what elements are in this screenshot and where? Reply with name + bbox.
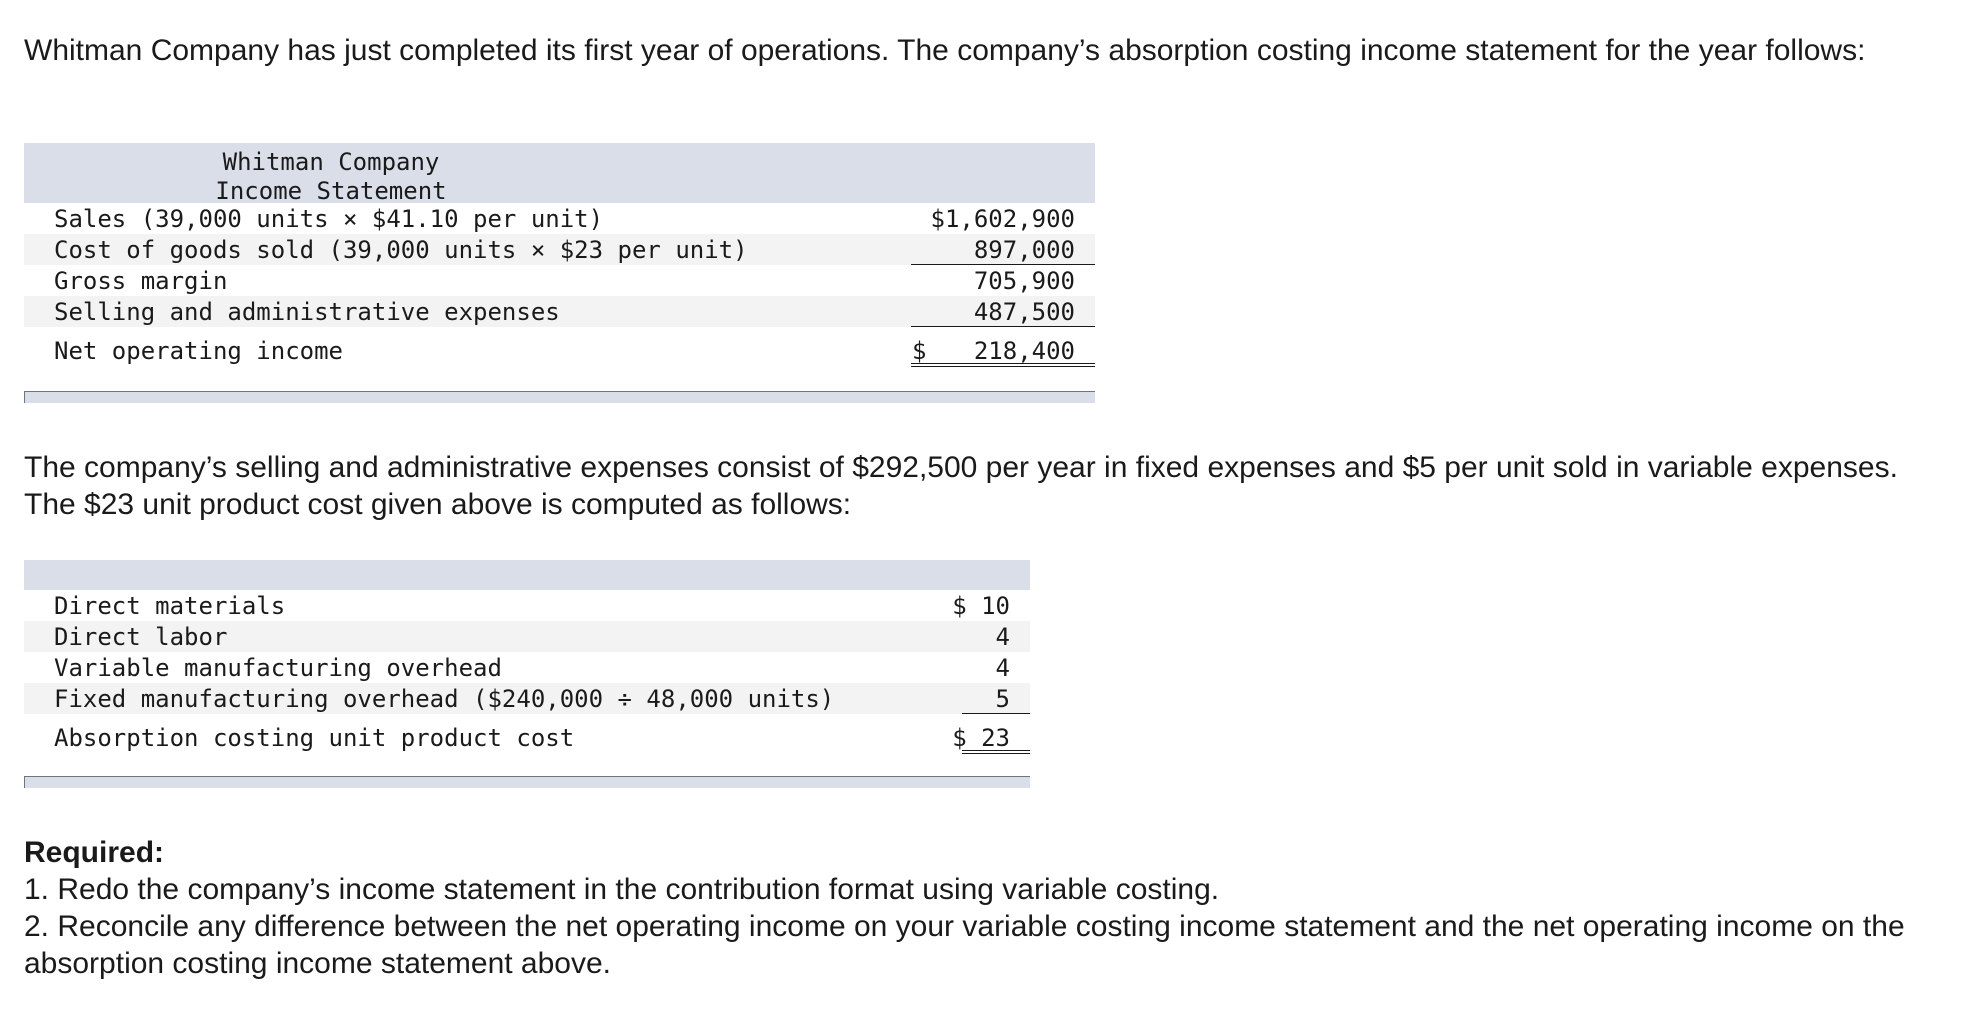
table-row (24, 265, 1095, 296)
table-row (24, 203, 1095, 234)
required-heading: Required: (24, 836, 165, 869)
table-row (24, 621, 1030, 652)
unit-cost-table (24, 560, 1030, 754)
table-row (24, 683, 1030, 714)
statement-title: Income Statement (215, 177, 447, 205)
income-statement-table (24, 143, 1095, 367)
table-row (24, 296, 1095, 327)
row-label: Cost of goods sold (39,000 units × $23 per unit) (54, 236, 748, 264)
table-footer-bar (24, 776, 1030, 788)
net-income-row (24, 327, 1095, 367)
row-value: 897,000 (973, 236, 1075, 264)
row-value: 218,400 (973, 337, 1075, 365)
unit-cost-total-row (24, 714, 1030, 754)
row-label: Variable manufacturing overhead (54, 654, 502, 682)
middle-paragraph: The company’s selling and administrative expenses consist of $292,500 per year in fixed expenses and $5 per unit sold in variable expenses. The $23 unit product cost given above is computed as follows: (24, 451, 1898, 521)
row-label: Fixed manufacturing overhead ($240,000 ÷ 48,000 units) (54, 685, 835, 713)
row-value: 487,500 (973, 298, 1075, 326)
company-name: Whitman Company (222, 148, 440, 176)
row-value: 4 (995, 654, 1010, 682)
row-label: Direct materials (54, 592, 286, 620)
intro-paragraph: Whitman Company has just completed its first year of operations. The company’s absorption costing income statement for the year follows: (24, 34, 1866, 67)
table-row (24, 234, 1095, 265)
row-value: 4 (995, 623, 1010, 651)
row-label: Sales (39,000 units × $41.10 per unit) (54, 205, 604, 233)
table-footer-bar (24, 391, 1095, 403)
row-value: 5 (995, 685, 1010, 713)
row-value: $1,602,900 (930, 205, 1075, 233)
row-label: Direct labor (54, 623, 228, 651)
table-header (24, 143, 1095, 203)
row-value: $ 23 (952, 724, 1010, 752)
required-item-2: 2. Reconcile any difference between the net operating income on your variable costing income statement and the net operating income on the absorption costing income statement above. (24, 910, 1905, 980)
table-row (24, 590, 1030, 621)
row-value: 705,900 (973, 267, 1075, 295)
row-label: Net operating income (54, 337, 343, 365)
row-value: $ 10 (952, 592, 1010, 620)
row-label: Absorption costing unit product cost (54, 724, 575, 752)
dollar-sign: $ (912, 337, 927, 365)
required-section (24, 834, 1944, 982)
required-item-1: 1. Redo the company’s income statement in the contribution format using variable costing. (24, 873, 1220, 906)
table-header (24, 560, 1030, 590)
table-row (24, 652, 1030, 683)
row-label: Gross margin (54, 267, 228, 295)
row-label: Selling and administrative expenses (54, 298, 560, 326)
